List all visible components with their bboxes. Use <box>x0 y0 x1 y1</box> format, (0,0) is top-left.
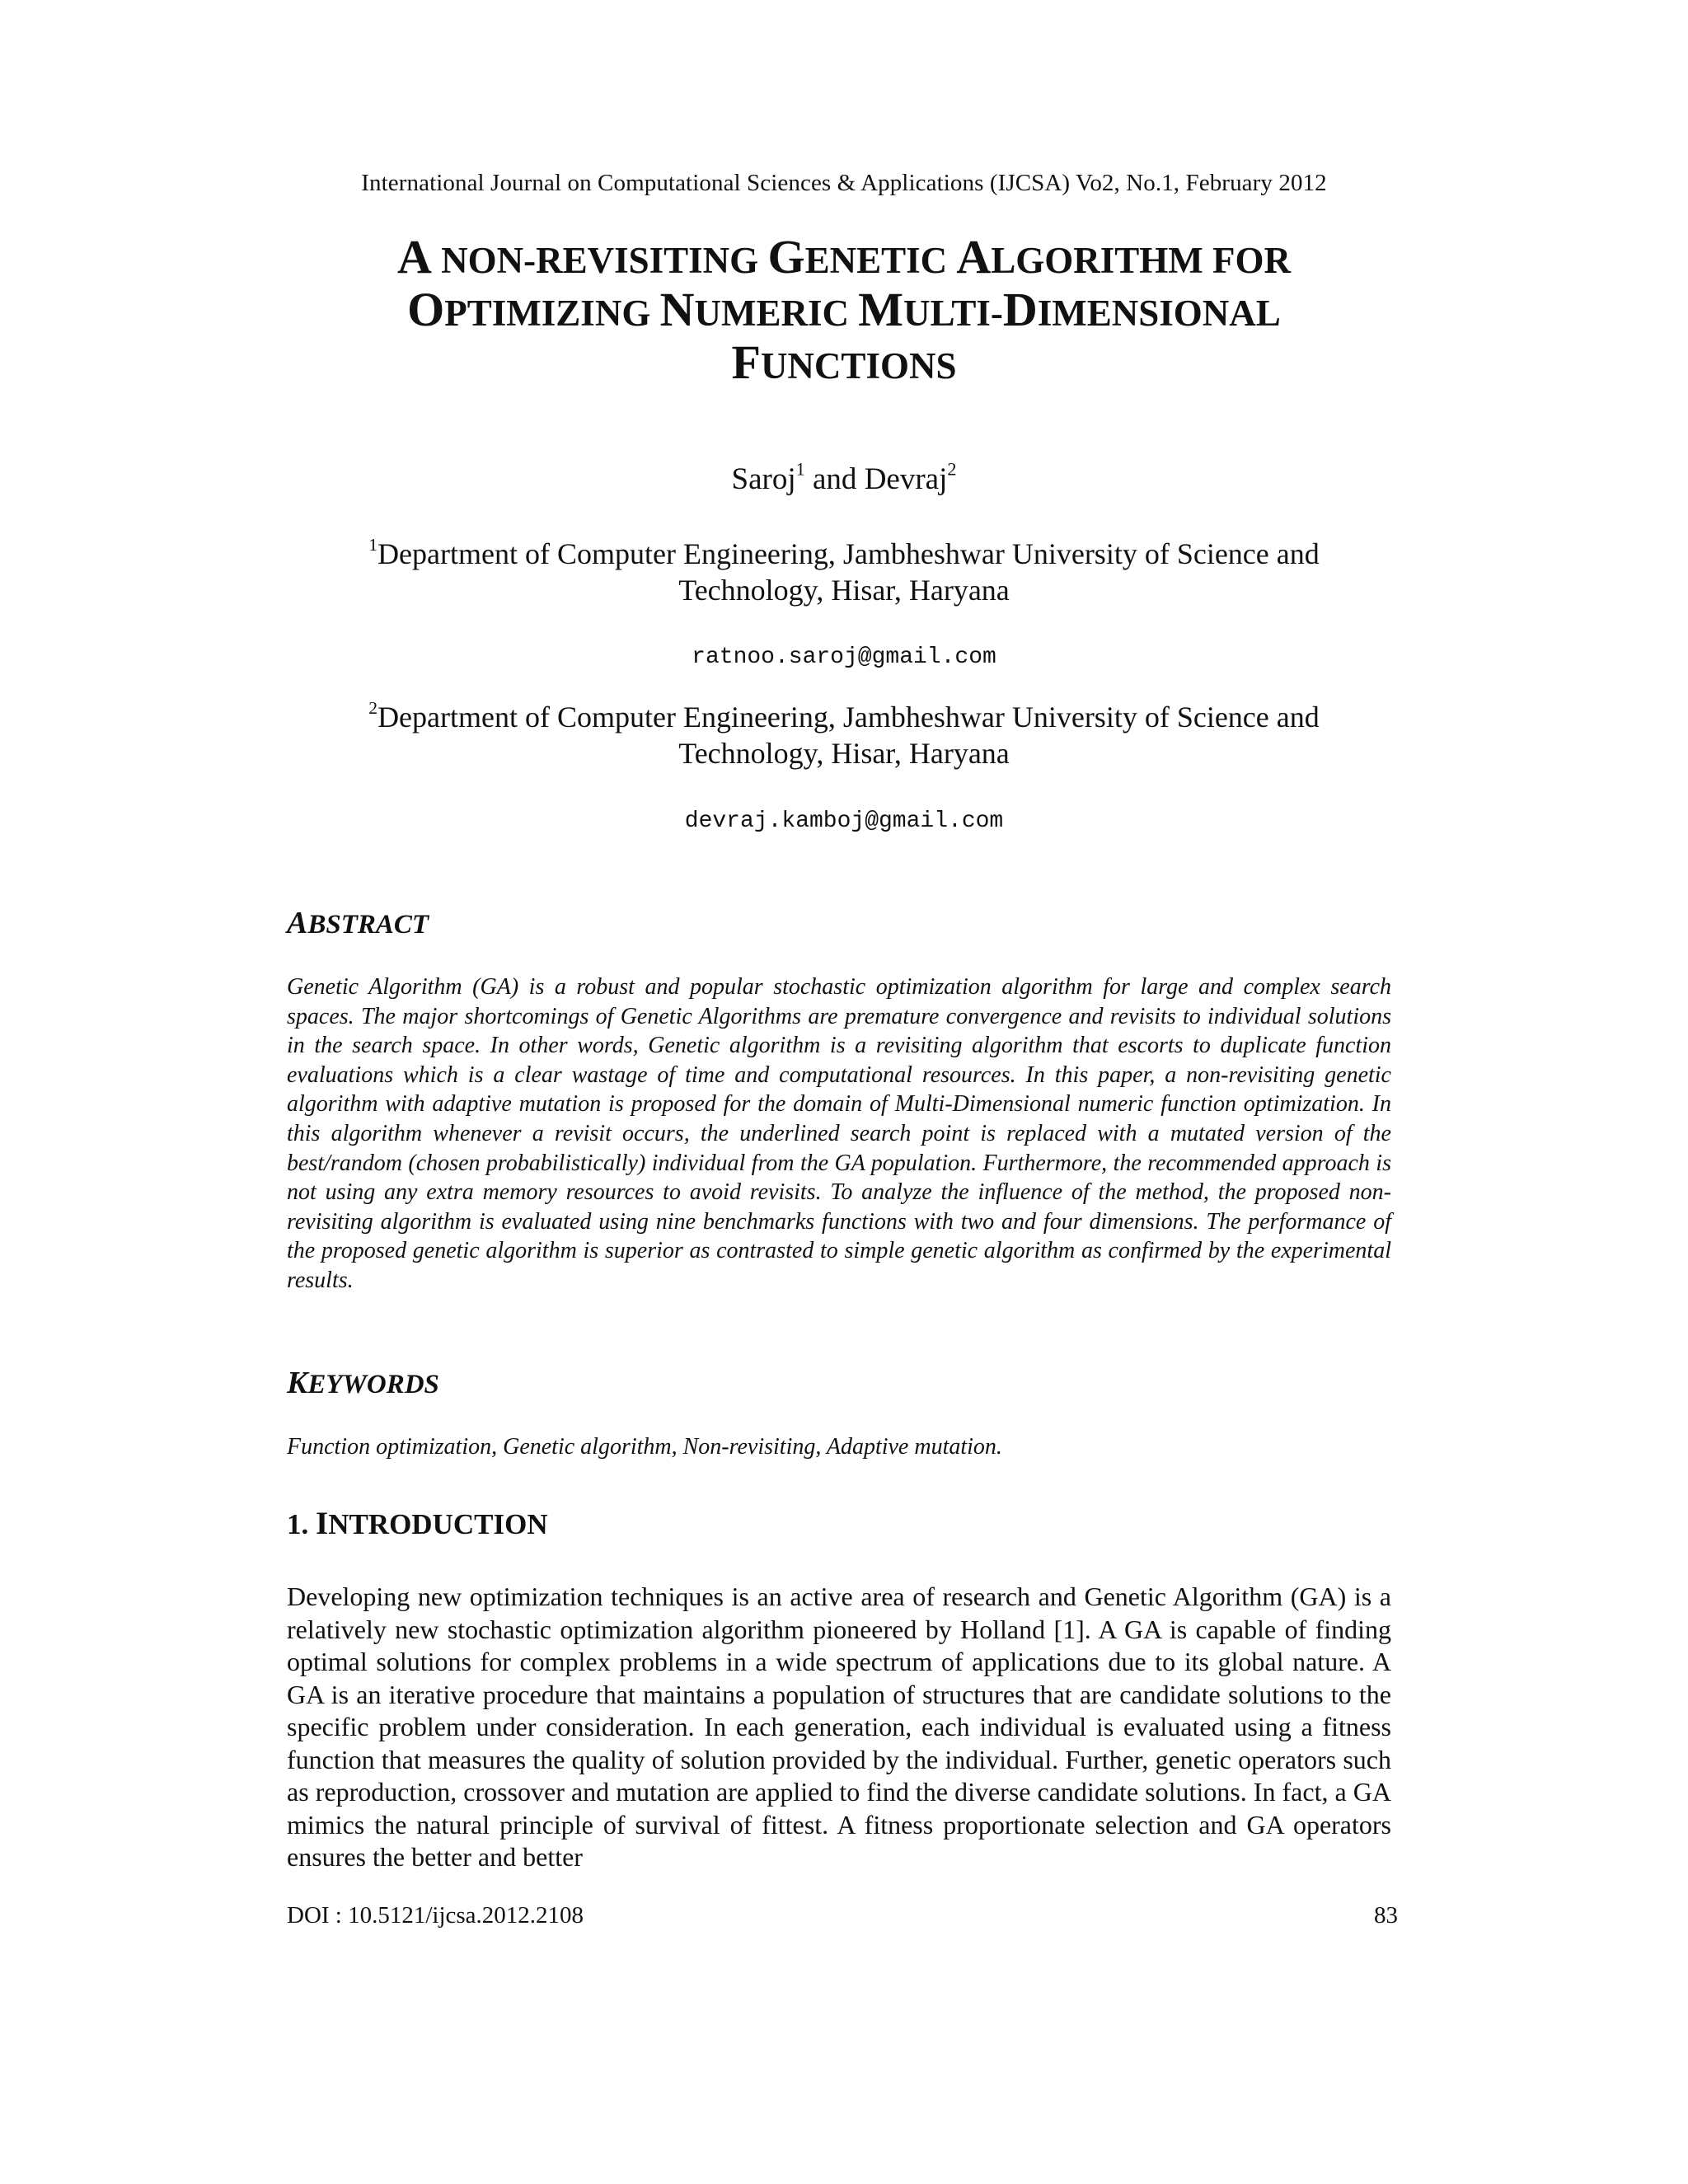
affiliation-2: $^2$Department of Computer Engineering, Jambheshwar University of Science and Technology, Hisar, Haryana <box>368 697 1320 770</box>
author-connector: and <box>804 462 865 496</box>
title-line-1: A NON-REVISITING GENETIC ALGORITHM FOR <box>396 230 1292 284</box>
author-superscript: 1 <box>795 458 805 480</box>
running-header: International Journal on Computational Sciences & Applications (IJCSA) Vo2, No.1, February 2012 <box>361 170 1327 196</box>
keywords-text: Function optimization, Genetic algorithm, Non-revisiting, Adaptive mutation. <box>287 1434 1002 1460</box>
abstract-text: Genetic Algorithm (GA) is a robust and popular stochastic optimization algorithm for large and complex search spaces. The major shortcomings of Genetic Algorithms are premature convergence and revisits to individual solutions in the search space. In other words, Genetic algorithm is a revisiting algorithm that escorts to duplicate function evaluations which is a clear wastage of time and computational resources. In this paper, a non-revisiting genetic algorithm with adaptive mutation is proposed for the domain of Multi-Dimensional numeric function optimization. In this algorithm whenever a revisit occurs, the underlined search point is replaced with a mutated version of the best/random (chosen probabilistically) individual from the GA population. Furthermore, the recommended approach is not using any extra memory resources to avoid revisits. To analyze the influence of the method, the proposed non-revisiting algorithm is evaluated using nine benchmarks functions with two and four dimensions. The performance of the proposed genetic algorithm is superior as contrasted to simple genetic algorithm as confirmed by the experimental results. <box>287 974 1391 1293</box>
title-line-3: FUNCTIONS <box>731 335 957 389</box>
section-heading-introduction: 1. INTRODUCTION <box>287 1506 548 1541</box>
email-1[interactable]: ratnoo.saroj@gmail.com <box>692 644 996 670</box>
author-name: Saroj <box>731 462 796 496</box>
author-name: Devraj <box>864 462 948 496</box>
footer-doi: DOI : 10.5121/ijcsa.2012.2108 <box>287 1902 584 1929</box>
email-2[interactable]: devraj.kamboj@gmail.com <box>684 808 1004 834</box>
affiliation-1: $^1$Department of Computer Engineering, Jambheshwar University of Science and Technology, Hisar, Haryana <box>368 534 1320 607</box>
author-superscript: 2 <box>947 458 957 480</box>
affiliation-superscript: 1 <box>368 534 378 555</box>
introduction-text: Developing new optimization techniques is an active area of research and Genetic Algorithm (GA) is a relatively new stochastic optimization algorithm pioneered by Holland [1]. A GA is capable of finding optimal solutions for complex problems in a wide spectrum of applications due to its global nature. A GA is an iterative procedure that maintains a population of structures that are candidate solutions to the specific problem under consideration. In each generation, each individual is evaluated using a fitness function that measures the quality of solution provided by the individual. Further, genetic operators such as reproduction, crossover and mutation are applied to find the diverse candidate solutions. In fact, a GA mimics the natural principle of survival of fittest. A fitness proportionate selection and GA operators ensures the better and better <box>287 1582 1391 1872</box>
keywords-heading: KEYWORDS <box>287 1366 439 1400</box>
abstract-heading: ABSTRACT <box>287 906 429 940</box>
paper-title <box>247 232 1441 391</box>
affiliation-superscript: 2 <box>368 697 378 718</box>
author-list <box>0 458 1688 497</box>
title-line-2: OPTIMIZING NUMERIC MULTI-DIMENSIONAL <box>407 283 1281 336</box>
page-number: 83 <box>1374 1902 1398 1929</box>
